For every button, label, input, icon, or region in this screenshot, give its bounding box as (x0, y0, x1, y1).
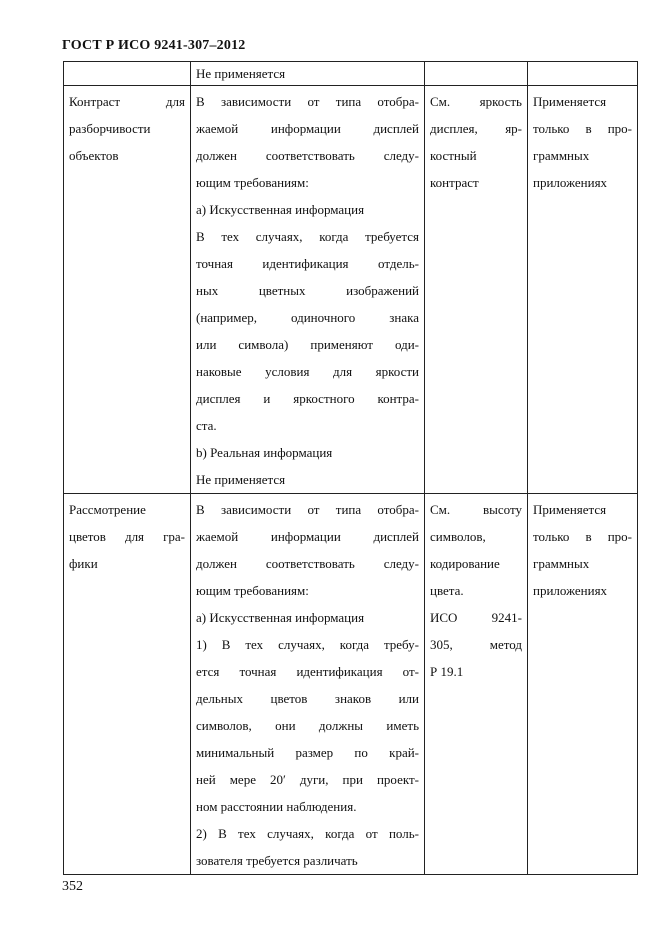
cell-line: (например, одиночного знака (196, 310, 419, 325)
cell-line: а) Искусственная информация (196, 202, 365, 217)
cell-line: костный (430, 148, 477, 163)
cell-line: ных цветных изображений (196, 283, 419, 298)
cell-line: ИСО 9241- (430, 610, 522, 625)
cell-line: минимальный размер по край- (196, 745, 419, 760)
document-header: ГОСТ Р ИСО 9241-307–2012 (62, 38, 246, 53)
cell-line (430, 62, 522, 85)
cell-line: дисплея и яркостного контра- (196, 391, 419, 406)
cell-line: дисплея, яр- (430, 121, 522, 136)
cell-line: Применяется (533, 502, 607, 517)
cell-reference (425, 86, 528, 494)
cell-line (533, 62, 632, 85)
cell-line: См. высоту (430, 502, 522, 517)
cell-line: разборчивости (69, 121, 151, 136)
cell-line: приложениях (533, 175, 608, 190)
cell-line: 1) В тех случаях, когда требу- (196, 637, 419, 652)
cell-line: ющим требованиям: (196, 583, 309, 598)
cell-line: b) Реальная информация (196, 445, 333, 460)
cell-line: должен соответствовать следу- (196, 556, 419, 571)
cell-line: ней мере 20′ дуги, при проект- (196, 772, 419, 787)
cell-requirement (191, 86, 425, 494)
cell-reference (425, 494, 528, 875)
cell-applicability (528, 494, 638, 875)
cell-line (69, 62, 185, 85)
cell-line: В тех случаях, когда требуется (196, 229, 419, 244)
requirements-table (63, 61, 638, 875)
cell-line: а) Искусственная информация (196, 610, 365, 625)
cell-line: ется точная идентификация от- (196, 664, 419, 679)
cell-line: точная идентификация отдель- (196, 256, 419, 271)
cell-line: Рассмотрение (69, 502, 146, 517)
cell-line: жаемой информации дисплей (196, 529, 419, 544)
cell-requirement (191, 62, 425, 86)
cell-line: граммных (533, 556, 590, 571)
table-row (64, 494, 638, 875)
cell-line: только в про- (533, 529, 632, 544)
cell-line: Не применяется (196, 472, 286, 487)
cell-line: фики (69, 556, 98, 571)
cell-line: только в про- (533, 121, 632, 136)
cell-line: 2) В тех случаях, когда от поль- (196, 826, 419, 841)
cell-parameter (64, 494, 191, 875)
cell-line: См. яркость (430, 94, 522, 109)
cell-line: символов, (430, 529, 486, 544)
table-row (64, 86, 638, 494)
cell-line: контраст (430, 175, 479, 190)
cell-parameter (64, 62, 191, 86)
cell-line: В зависимости от типа отобра- (196, 502, 419, 517)
table-row (64, 62, 638, 86)
cell-line: 305, метод (430, 637, 522, 652)
cell-line: зователя требуется различать (196, 853, 358, 868)
cell-line: ном расстоянии наблюдения. (196, 799, 357, 814)
cell-parameter (64, 86, 191, 494)
cell-line: Р 19.1 (430, 664, 464, 679)
cell-line: жаемой информации дисплей (196, 121, 419, 136)
cell-line: дельных цветов знаков или (196, 691, 419, 706)
cell-line: должен соответствовать следу- (196, 148, 419, 163)
cell-line: наковые условия для яркости (196, 364, 419, 379)
cell-line: символов, они должны иметь (196, 718, 419, 733)
cell-reference (425, 62, 528, 86)
cell-requirement (191, 494, 425, 875)
cell-line: В зависимости от типа отобра- (196, 94, 419, 109)
cell-line: Контраст для (69, 94, 185, 109)
cell-line: или символа) применяют оди- (196, 337, 419, 352)
cell-line: ста. (196, 418, 217, 433)
page-number: 352 (62, 879, 83, 894)
cell-line: кодирование (430, 556, 500, 571)
cell-applicability (528, 62, 638, 86)
cell-line: приложениях (533, 583, 608, 598)
cell-line: ющим требованиям: (196, 175, 309, 190)
cell-applicability (528, 86, 638, 494)
cell-line: граммных (533, 148, 590, 163)
cell-line: цвета. (430, 583, 464, 598)
cell-line: цветов для гра- (69, 529, 185, 544)
cell-line: Применяется (533, 94, 607, 109)
cell-line: объектов (69, 148, 119, 163)
cell-line: Не применяется (196, 66, 286, 81)
